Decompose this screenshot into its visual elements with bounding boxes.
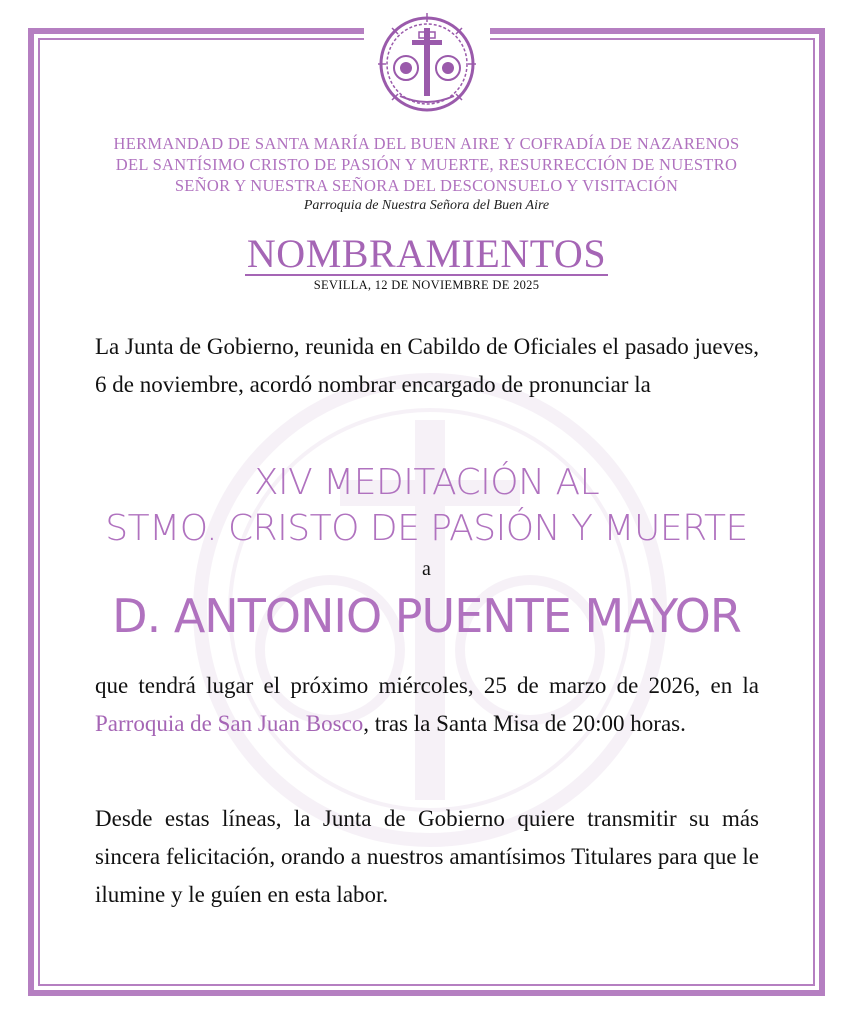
intro-paragraph: La Junta de Gobierno, reunida en Cabildo de Oficiales el pasado jueves, 6 de noviembre, acordó nombrar encargado de pronunciar la (95, 334, 759, 397)
connector-word: a (422, 558, 431, 580)
title-text: NOMBRAMIENTOS (246, 231, 607, 276)
meditation-line-1: XIV MEDITACIÓN AL (253, 462, 600, 503)
closing-paragraph: Desde estas líneas, la Junta de Gobierno quiere transmitir su más sincera felicitación, orando a nuestros amantísimos Titulares para que le ilumine y le guíen en esta labor. (95, 806, 759, 907)
dateline: SEVILLA, 12 DE NOVIEMBRE DE 2025 (313, 278, 540, 292)
event-text-part1: que tendrá lugar el próximo miércoles, 25 de marzo de 2026, en la (95, 673, 759, 698)
brotherhood-header (60, 133, 793, 214)
page-title (0, 231, 853, 276)
brotherhood-crest-icon (372, 10, 482, 118)
parish-name: Parroquia de Nuestra Señora del Buen Aire (303, 198, 550, 213)
brotherhood-name-line3: SEÑOR Y NUESTRA SEÑORA DEL DESCONSUELO Y VISITACIÓN (174, 176, 679, 195)
event-paragraph (95, 667, 759, 743)
honoree-name: D. ANTONIO PUENTE MAYOR (112, 589, 741, 643)
meditation-line-2: STMO. CRISTO DE PASIÓN Y MUERTE (105, 508, 748, 549)
brotherhood-name-line2: DEL SANTÍSIMO CRISTO DE PASIÓN Y MUERTE, RESURRECCIÓN DE NUESTRO (115, 155, 738, 174)
brotherhood-name-line1: HERMANDAD DE SANTA MARÍA DEL BUEN AIRE Y COFRADÍA DE NAZARENOS (113, 134, 740, 153)
event-text-part2: , tras la Santa Misa de 20:00 horas. (363, 711, 686, 736)
event-location: Parroquia de San Juan Bosco (95, 711, 364, 736)
meditation-title (0, 460, 853, 552)
